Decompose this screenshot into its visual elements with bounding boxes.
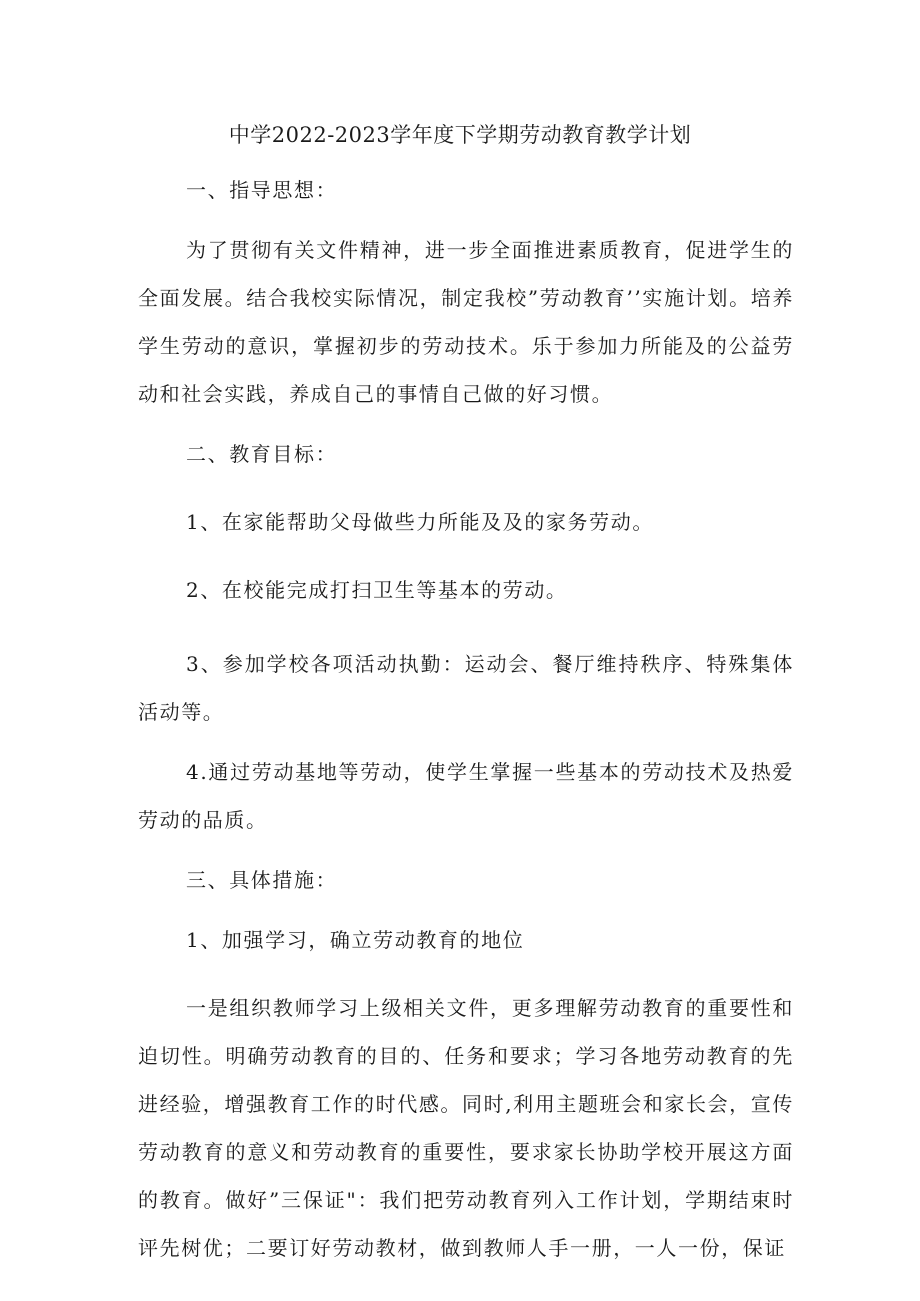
guiding-ideology-paragraph: 为了贯彻有关文件精神，进一步全面推进素质教育，促进学生的全面发展。结合我校实际情况，制定我校”劳动教育’’实施计划。培养学生劳动的意识，掌握初步的劳动技术。乐于参加力所能及的公益劳动和社会实践，养成自己的事情自己做的好习惯。 <box>138 238 794 406</box>
document-title: 中学2022-2023学年度下学期劳动教育教学计划 <box>228 123 692 147</box>
document-body <box>138 166 794 1272</box>
goal-item: 2、在校能完成打扫卫生等基本的劳动。 <box>186 578 568 602</box>
section-heading-guiding-ideology: 一、指导思想： <box>186 178 338 202</box>
measure-heading: 1、加强学习，确立劳动教育的地位 <box>186 928 525 952</box>
section-heading-education-goals: 二、教育目标： <box>186 442 338 466</box>
section-heading-specific-measures: 三、具体措施： <box>186 868 338 892</box>
goal-item: 3、参加学校各项活动执勤：运动会、餐厅维持秩序、特殊集体活动等。 <box>138 652 794 724</box>
measure-paragraph: 一是组织教师学习上级相关文件，更多理解劳动教育的重要性和迫切性。明确劳动教育的目的、任务和要求；学习各地劳动教育的先进经验，增强教育工作的时代感。同时,利用主题班会和家长会，宣传劳动教育的意义和劳动教育的重要性，要求家长协助学校开展这方面的教育。做好”三保证"：我们把劳动教育列入工作计划，学期结束时评先树优；二要订好劳动教材，做到教师人手一册，一人一份，保证 <box>138 996 794 1260</box>
goal-item: 1、在家能帮助父母做些力所能及及的家务劳动。 <box>186 510 654 534</box>
goal-item: 4.通过劳动基地等劳动，使学生掌握一些基本的劳动技术及热爱劳动的品质。 <box>138 760 794 832</box>
